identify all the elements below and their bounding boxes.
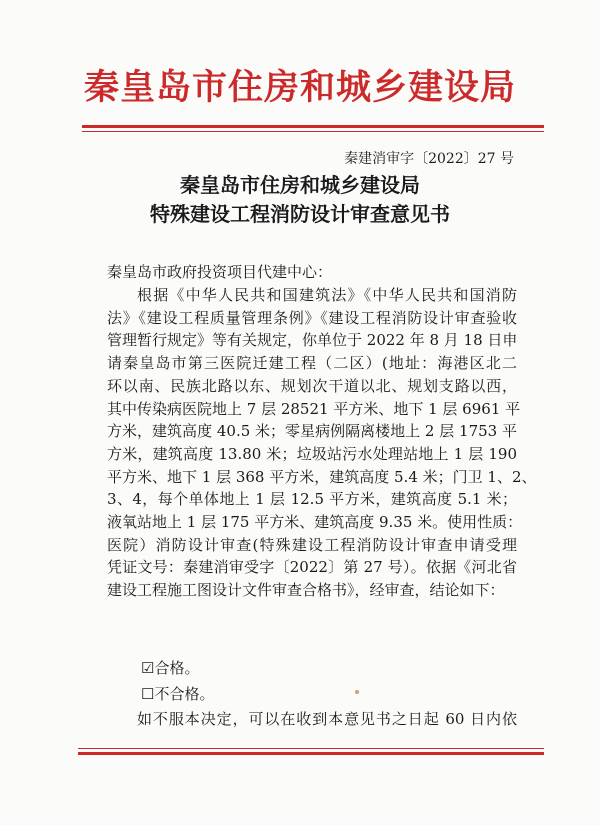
letterhead-rule-thin [82, 131, 544, 132]
option-label: 合格。 [154, 659, 200, 677]
document-title-line-2: 特殊建设工程消防设计审查意见书 [150, 202, 450, 226]
checked-box-icon: ☑ [141, 659, 155, 677]
ink-speck [355, 690, 359, 694]
footer-rule-thin [78, 748, 544, 749]
body-line: 其中传染病医院地上 7 层 28521 平方米、地下 1 层 6961 平 [107, 399, 521, 418]
document-title-line-1: 秦皇岛市住房和城乡建设局 [180, 173, 420, 197]
option-qualified [141, 658, 199, 678]
body-line: 管理暂行规定》等有关规定，你单位于 2022 年 8 月 18 日申 [107, 331, 518, 350]
body-paragraph [107, 284, 537, 602]
body-line: 平方米、地下 1 层 368 平方米，建筑高度 5.4 米；门卫 1、2、 [107, 467, 537, 486]
body-line: 液氧站地上 1 层 175 平方米、建筑高度 9.35 米。使用性质： [107, 513, 523, 532]
body-line: 凭证文号：秦建消审受字〔2022〕第 27 号）。依据《河北省 [107, 558, 517, 577]
addressee: 秦皇岛市政府投资项目代建中心： [107, 263, 333, 281]
body-line: 环以南、民族北路以东、规划次干道以北、规划支路以西， [107, 376, 517, 395]
letterhead-title: 秦皇岛市住房和城乡建设局 [83, 68, 516, 108]
closing-line: 如不服本决定，可以在收到本意见书之日起 60 日内依 [137, 710, 517, 728]
body-line: 方米，建筑高度 13.80 米；垃圾站污水处理站地上 1 层 190 [107, 444, 517, 463]
document-number: 秦建消审字〔2022〕27 号 [344, 151, 514, 167]
footer-rule-thick [78, 752, 544, 755]
letterhead-rule-thick [82, 125, 544, 128]
body-line: 3、4，每个单体地上 1 层 12.5 平方米，建筑高度 5.1 米； [107, 490, 517, 509]
body-line: 根据《中华人民共和国建筑法》《中华人民共和国消防 [137, 286, 517, 304]
body-line: 方米，建筑高度 40.5 米；零星病例隔离楼地上 2 层 1753 平 [107, 422, 517, 441]
closing-paragraph [107, 708, 517, 731]
body-line: 请秦皇岛市第三医院迁建工程（二区）(地址：海港区北二 [107, 354, 517, 373]
unchecked-box-icon: ☐ [141, 685, 155, 703]
option-unqualified [141, 684, 214, 704]
option-label: 不合格。 [154, 685, 215, 703]
body-line: 法》《建设工程质量管理条例》《建设工程消防设计审查验收 [107, 308, 517, 327]
body-line: 医院）消防设计审查(特殊建设工程消防设计审查申请受理 [107, 535, 517, 554]
body-line: 建设工程施工图设计文件审查合格书》，经审查，结论如下： [107, 581, 505, 600]
